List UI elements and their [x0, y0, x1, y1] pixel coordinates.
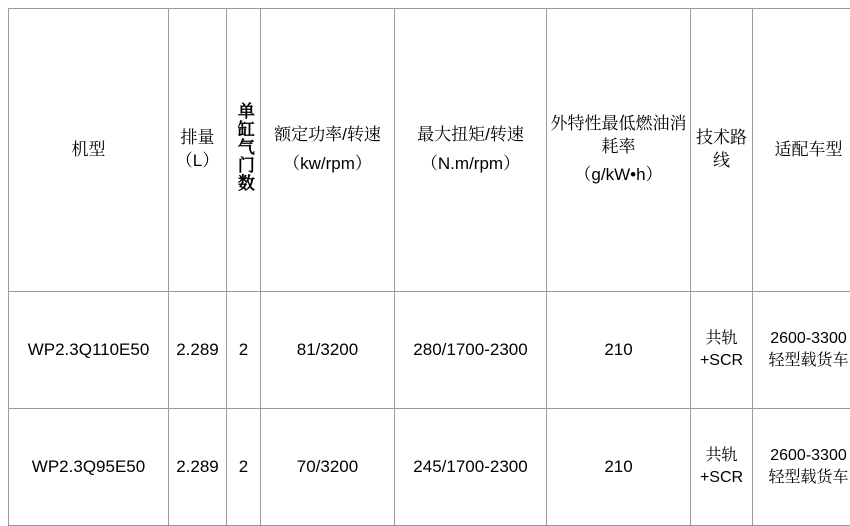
- column-header-torque-speed-unit: （N.m/rpm）: [398, 153, 543, 176]
- table-header-row: [9, 9, 850, 292]
- column-header-tech-route: [691, 9, 753, 292]
- column-header-displacement: [169, 9, 227, 292]
- cell-vehicle-type-line2: 轻型载货车: [756, 350, 850, 372]
- table-row: [9, 409, 850, 526]
- cell-vehicle-type-line1: 2600-3300: [756, 328, 850, 350]
- cell-displacement: 2.289: [169, 292, 227, 409]
- column-header-model: [9, 9, 169, 292]
- cell-tech-route-line1: 共轨: [694, 328, 749, 350]
- column-header-fuel-consumption: [547, 9, 691, 292]
- cell-valves: 2: [227, 409, 261, 526]
- table-row: [9, 292, 850, 409]
- cell-torque-speed: 245/1700-2300: [395, 409, 547, 526]
- cell-vehicle-type-line1: 2600-3300: [756, 445, 850, 467]
- column-header-valves: [227, 9, 261, 292]
- cell-valves: 2: [227, 292, 261, 409]
- column-header-vehicle-type: [753, 9, 850, 292]
- cell-fuel-consumption: 210: [547, 409, 691, 526]
- cell-displacement: 2.289: [169, 409, 227, 526]
- column-header-displacement-label: 排量: [172, 127, 223, 150]
- cell-model: WP2.3Q110E50: [9, 292, 169, 409]
- cell-torque-speed: 280/1700-2300: [395, 292, 547, 409]
- cell-tech-route-line2: +SCR: [694, 350, 749, 372]
- column-header-model-label: 机型: [12, 139, 165, 162]
- column-header-torque-speed-label: 最大扭矩/转速: [398, 124, 543, 147]
- column-header-fuel-consumption-label: 外特性最低燃油消耗率: [550, 113, 687, 159]
- column-header-power-speed: [261, 9, 395, 292]
- cell-vehicle-type: [753, 292, 850, 409]
- table-header: [9, 9, 850, 292]
- column-header-tech-route-label: 技术路线: [694, 127, 749, 173]
- cell-tech-route: [691, 292, 753, 409]
- column-header-power-speed-unit: （kw/rpm）: [264, 153, 391, 176]
- engine-spec-table: [8, 8, 850, 526]
- cell-tech-route: [691, 409, 753, 526]
- cell-power-speed: 70/3200: [261, 409, 395, 526]
- table-body: [9, 292, 850, 526]
- column-header-power-speed-label: 额定功率/转速: [264, 124, 391, 147]
- cell-tech-route-line2: +SCR: [694, 467, 749, 489]
- cell-vehicle-type-line2: 轻型载货车: [756, 467, 850, 489]
- cell-tech-route-line1: 共轨: [694, 445, 749, 467]
- cell-model: WP2.3Q95E50: [9, 409, 169, 526]
- cell-vehicle-type: [753, 409, 850, 526]
- column-header-displacement-unit: （L）: [172, 150, 223, 173]
- column-header-torque-speed: [395, 9, 547, 292]
- column-header-fuel-consumption-unit: （g/kW•h）: [550, 164, 687, 187]
- column-header-valves-label: 单缸气门数: [234, 102, 253, 192]
- cell-fuel-consumption: 210: [547, 292, 691, 409]
- cell-power-speed: 81/3200: [261, 292, 395, 409]
- column-header-vehicle-type-label: 适配车型: [756, 139, 850, 162]
